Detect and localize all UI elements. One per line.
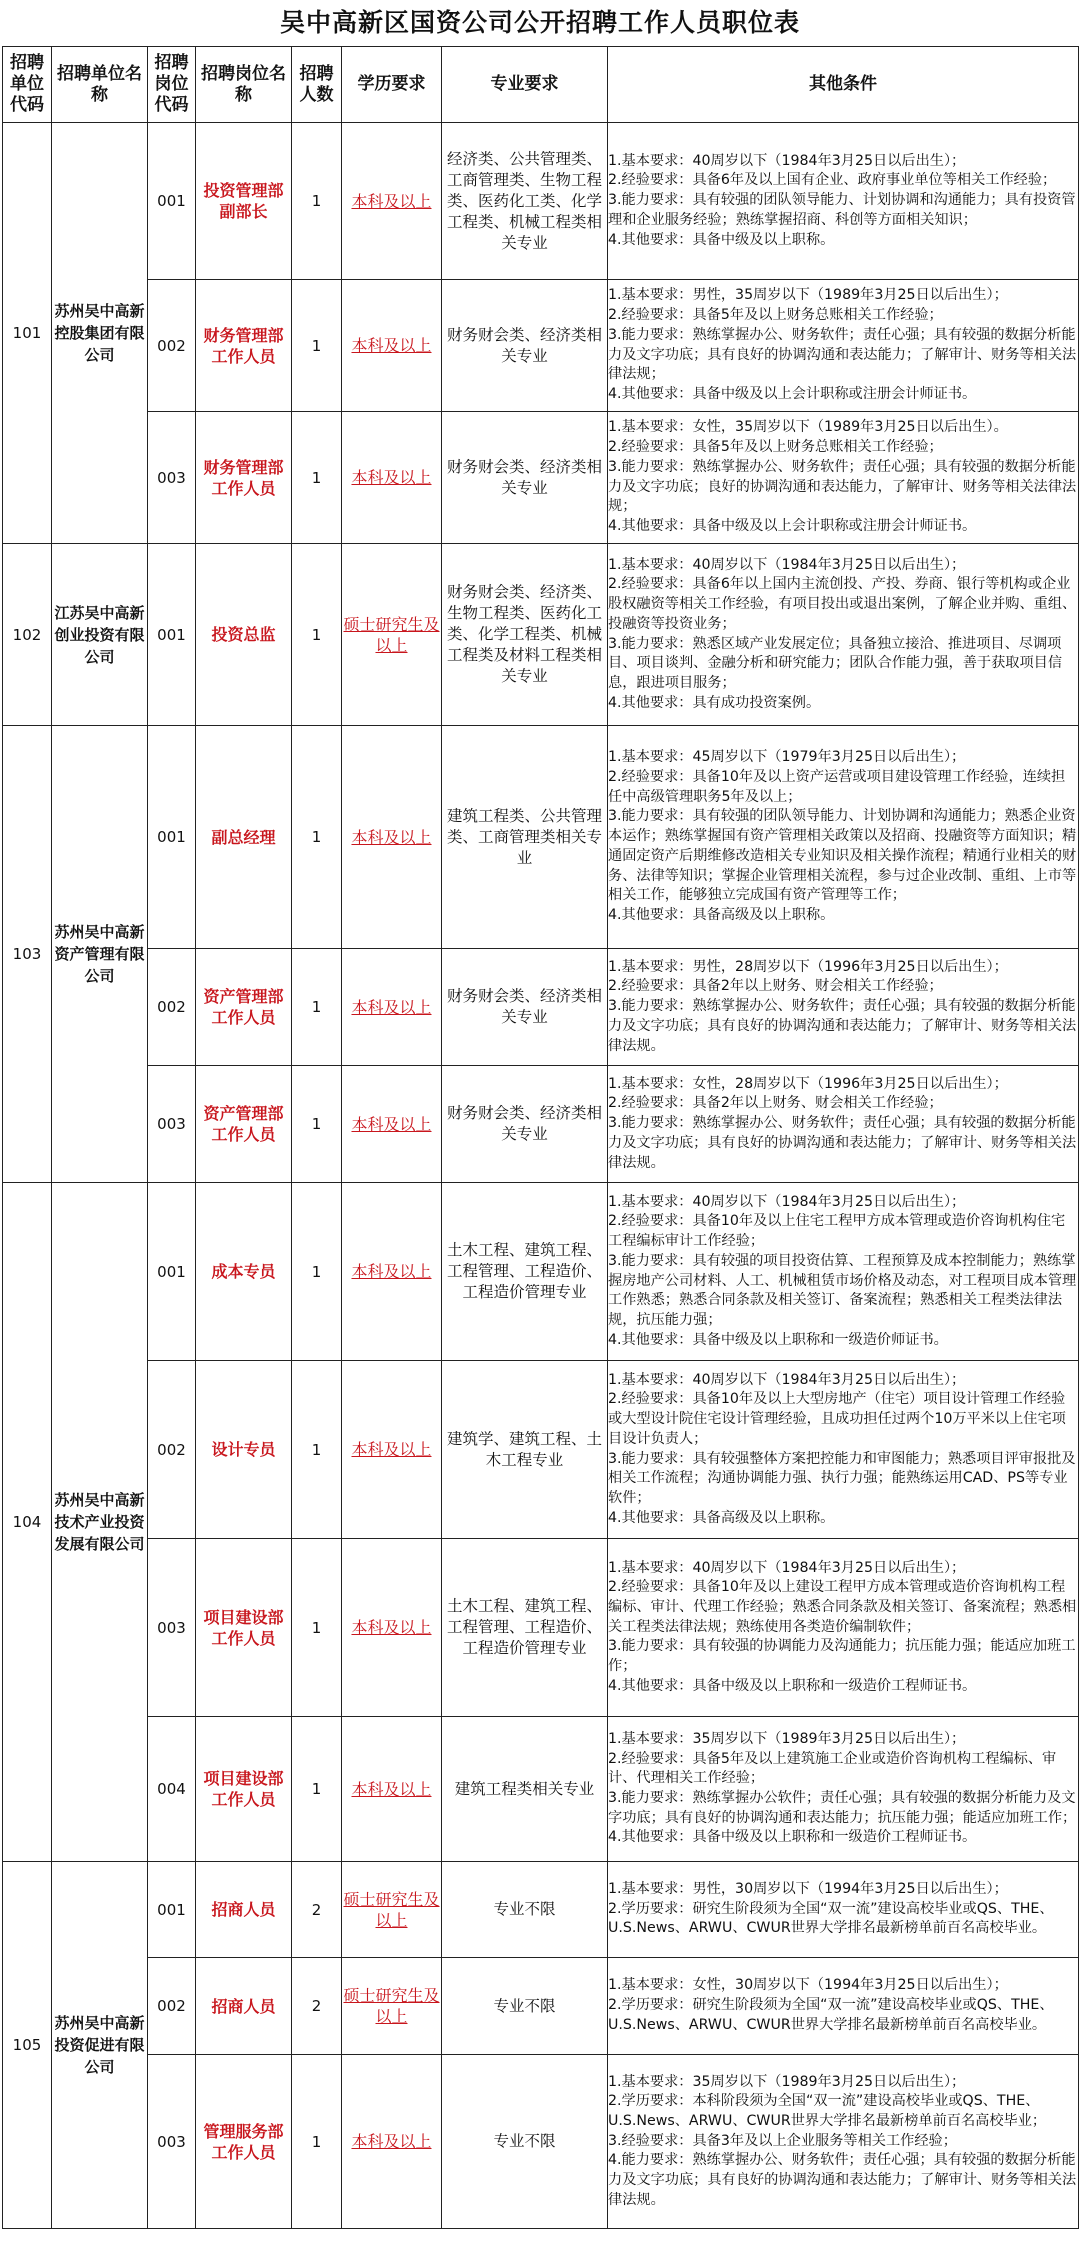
- condition-line: 2.经验要求：具备6年及以上国有企业、政府事业单位等相关工作经验；: [608, 172, 1057, 189]
- condition-line: 4.其他要求：具备中级及以上职称。: [608, 231, 835, 248]
- education-requirement: 硕士研究生及以上: [342, 544, 442, 726]
- position-name: 财务管理部工作人员: [196, 280, 292, 412]
- position-code: 001: [148, 123, 196, 280]
- table-row: [3, 1361, 1079, 1539]
- condition-line: 3.能力要求：熟悉区域产业发展定位；具备独立接洽、推进项目、尽调项目、项目谈判、金融分析和研究能力；团队合作能力强，善于获取项目信息，跟进项目服务；: [608, 635, 1063, 691]
- education-requirement: 本科及以上: [342, 949, 442, 1066]
- major-requirement: 建筑工程类、公共管理类、工商管理类相关专业: [442, 726, 608, 949]
- major-requirement: 专业不限: [442, 2055, 608, 2229]
- position-count: 1: [292, 1183, 342, 1361]
- header-education: 学历要求: [342, 47, 442, 123]
- major-requirement: 财务财会类、经济类相关专业: [442, 412, 608, 544]
- education-requirement: 本科及以上: [342, 280, 442, 412]
- other-conditions: [608, 726, 1079, 949]
- table-row: [3, 280, 1079, 412]
- education-requirement: 本科及以上: [342, 412, 442, 544]
- education-requirement: 本科及以上: [342, 2055, 442, 2229]
- other-conditions: [608, 1717, 1079, 1862]
- position-count: 1: [292, 123, 342, 280]
- condition-line: 3.能力要求：具有较强的团队领导能力、计划协调和沟通能力；具有投资管理和企业服务经验；熟练掌握招商、科创等方面相关知识；: [608, 192, 1076, 228]
- condition-line: 1.基本要求：40周岁以下（1984年3月25日以后出生）；: [608, 1559, 966, 1576]
- other-conditions: [608, 1361, 1079, 1539]
- condition-line: 4.其他要求：具备中级及以上职称和一级造价工程师证书。: [608, 1829, 977, 1846]
- condition-line: 4.其他要求：具备中级及以上职称和一级造价工程师证书。: [608, 1677, 977, 1694]
- position-name: 项目建设部工作人员: [196, 1539, 292, 1717]
- position-count: 1: [292, 1717, 342, 1862]
- position-name: 招商人员: [196, 1862, 292, 1958]
- condition-line: 3.能力要求：熟练掌握办公软件；责任心强；具有较强的数据分析能力及文字功底；具有良好的协调沟通和表达能力；抗压能力强；能适应加班工作；: [608, 1790, 1077, 1826]
- position-name: 资产管理部工作人员: [196, 1066, 292, 1183]
- other-conditions: [608, 1539, 1079, 1717]
- unit-code: 103: [3, 726, 52, 1183]
- position-name: 项目建设部工作人员: [196, 1717, 292, 1862]
- position-code: 003: [148, 1066, 196, 1183]
- condition-line: 4.其他要求：具备中级及以上会计职称或注册会计师证书。: [608, 385, 977, 402]
- position-code: 001: [148, 1183, 196, 1361]
- condition-line: 4.其他要求：具备高级及以上职称。: [608, 906, 835, 923]
- condition-line: 4.其他要求：具有成功投资案例。: [608, 694, 821, 711]
- table-row: [3, 1717, 1079, 1862]
- table-header-row: [3, 47, 1079, 123]
- position-count: 1: [292, 1361, 342, 1539]
- position-count: 1: [292, 1066, 342, 1183]
- condition-line: 1.基本要求：40周岁以下（1984年3月25日以后出生）；: [608, 152, 966, 169]
- other-conditions: [608, 280, 1079, 412]
- other-conditions: [608, 949, 1079, 1066]
- position-count: 2: [292, 1958, 342, 2055]
- condition-line: 2.经验要求：具备6年以上国内主流创投、产投、券商、银行等机构或企业股权融资等相关工作经验，有项目投出或退出案例，了解企业并购、重组、投融资等投资业务；: [608, 576, 1077, 632]
- table-row: [3, 1066, 1079, 1183]
- table-row: [3, 412, 1079, 544]
- condition-line: 1.基本要求：35周岁以下（1989年3月25日以后出生）；: [608, 2073, 966, 2090]
- position-name: 资产管理部工作人员: [196, 949, 292, 1066]
- header-unit-code: 招聘单位代码: [3, 47, 52, 123]
- major-requirement: 财务财会类、经济类相关专业: [442, 1066, 608, 1183]
- other-conditions: [608, 1183, 1079, 1361]
- condition-line: 2.学历要求：研究生阶段须为全国“双一流”建设高校毕业或QS、THE、U.S.News、ARWU、CWUR世界大学排名最新榜单前百名高校毕业。: [608, 1997, 1054, 2033]
- position-count: 1: [292, 1539, 342, 1717]
- condition-line: 3.能力要求：具有较强的团队领导能力、计划协调和沟通能力；熟悉企业资本运作；熟练掌握国有资产管理相关政策以及招商、投融资等方面知识；精通固定资产后期维修改造相关专业知识及相关操作流程；精通行业相关的财务、法律等知识；掌握企业管理相关流程，参与过企业改制、重组、上市等相关工作，能够独立完成国有资产管理等工作；: [608, 808, 1077, 904]
- condition-line: 3.能力要求：熟练掌握办公、财务软件；责任心强；具有较强的数据分析能力及文字功底；具有良好的协调沟通和表达能力；了解审计、财务等相关法律法规；: [608, 326, 1077, 383]
- other-conditions: [608, 2055, 1079, 2229]
- condition-line: 3.经验要求：具备3年及以上企业服务等相关工作经验；: [608, 2132, 957, 2149]
- position-count: 1: [292, 544, 342, 726]
- education-requirement: 本科及以上: [342, 1539, 442, 1717]
- position-count: 2: [292, 1862, 342, 1958]
- position-name: 招商人员: [196, 1958, 292, 2055]
- other-conditions: [608, 123, 1079, 280]
- condition-line: 3.能力要求：熟练掌握办公、财务软件；责任心强；具有较强的数据分析能力及文字功底；具有良好的协调沟通和表达能力；了解审计、财务等相关法律法规。: [608, 998, 1077, 1054]
- unit-code: 101: [3, 123, 52, 544]
- condition-line: 3.能力要求：具有较强整体方案把控能力和审图能力；熟悉项目评审报批及相关工作流程；沟通协调能力强、执行力强；能熟练运用CAD、PS等专业软件；: [608, 1450, 1076, 1506]
- education-requirement: 硕士研究生及以上: [342, 1862, 442, 1958]
- major-requirement: 财务财会类、经济类相关专业: [442, 280, 608, 412]
- major-requirement: 建筑工程类相关专业: [442, 1717, 608, 1862]
- unit-name: 江苏吴中高新创业投资有限公司: [52, 544, 148, 726]
- unit-code: 104: [3, 1183, 52, 1862]
- condition-line: 2.经验要求：具备10年及以上资产运营或项目建设管理工作经验，连续担任中高级管理职务5年及以上；: [608, 769, 1066, 805]
- position-code: 002: [148, 280, 196, 412]
- condition-line: 1.基本要求：男性，28周岁以下（1996年3月25日以后出生）；: [608, 958, 1008, 975]
- condition-line: 4.其他要求：具备高级及以上职称。: [608, 1509, 835, 1526]
- major-requirement: 土木工程、建筑工程、工程管理、工程造价、工程造价管理专业: [442, 1539, 608, 1717]
- position-count: 1: [292, 412, 342, 544]
- condition-line: 2.经验要求：具备2年以上财务、财会相关工作经验；: [608, 1095, 943, 1112]
- position-code: 003: [148, 1539, 196, 1717]
- major-requirement: 专业不限: [442, 1862, 608, 1958]
- condition-line: 1.基本要求：女性，30周岁以下（1994年3月25日以后出生）；: [608, 1977, 1008, 1994]
- position-code: 002: [148, 1958, 196, 2055]
- unit-code: 105: [3, 1862, 52, 2229]
- condition-line: 2.经验要求：具备5年及以上财务总账相关工作经验；: [608, 307, 943, 324]
- table-row: [3, 949, 1079, 1066]
- unit-name: 苏州吴中高新技术产业投资发展有限公司: [52, 1183, 148, 1862]
- position-code: 003: [148, 412, 196, 544]
- header-count: 招聘人数: [292, 47, 342, 123]
- table-row: [3, 544, 1079, 726]
- position-count: 1: [292, 949, 342, 1066]
- condition-line: 2.经验要求：具备5年及以上财务总账相关工作经验；: [608, 439, 943, 456]
- position-code: 004: [148, 1717, 196, 1862]
- major-requirement: 经济类、公共管理类、工商管理类、生物工程类、医药化工类、化学工程类、机械工程类相关专业: [442, 123, 608, 280]
- position-code: 003: [148, 2055, 196, 2229]
- other-conditions: [608, 544, 1079, 726]
- education-requirement: 本科及以上: [342, 1066, 442, 1183]
- condition-line: 4.能力要求：熟练掌握办公、财务软件；责任心强；具有较强的数据分析能力及文字功底；具有良好的协调沟通和表达能力；了解审计、财务等相关法律法规。: [608, 2152, 1077, 2208]
- condition-line: 1.基本要求：45周岁以下（1979年3月25日以后出生）；: [608, 749, 966, 766]
- other-conditions: [608, 412, 1079, 544]
- position-code: 001: [148, 1862, 196, 1958]
- condition-line: 3.能力要求：熟练掌握办公、财务软件；责任心强；具有较强的数据分析能力及文字功底；良好的协调沟通和表达能力，了解审计、财务等相关法律法规；: [608, 458, 1077, 515]
- major-requirement: 专业不限: [442, 1958, 608, 2055]
- unit-name: 苏州吴中高新控股集团有限公司: [52, 123, 148, 544]
- condition-line: 1.基本要求：40周岁以下（1984年3月25日以后出生）；: [608, 1371, 966, 1388]
- table-row: [3, 1862, 1079, 1958]
- education-requirement: 本科及以上: [342, 1717, 442, 1862]
- other-conditions: [608, 1066, 1079, 1183]
- education-requirement: 本科及以上: [342, 726, 442, 949]
- table-row: [3, 1539, 1079, 1717]
- header-position-name: 招聘岗位名称: [196, 47, 292, 123]
- major-requirement: 财务财会类、经济类、生物工程类、医药化工类、化学工程类、机械工程类及材料工程类相关专业: [442, 544, 608, 726]
- condition-line: 3.能力要求：熟练掌握办公、财务软件；责任心强；具有较强的数据分析能力及文字功底；具有良好的协调沟通和表达能力；了解审计、财务等相关法律法规。: [608, 1115, 1077, 1171]
- major-requirement: 土木工程、建筑工程、工程管理、工程造价、工程造价管理专业: [442, 1183, 608, 1361]
- position-name: 管理服务部工作人员: [196, 2055, 292, 2229]
- condition-line: 2.经验要求：具备10年及以上大型房地产（住宅）项目设计管理工作经验或大型设计院住宅设计管理经验，且成功担任过两个10万平米以上住宅项目设计负责人；: [608, 1391, 1066, 1447]
- unit-name: 苏州吴中高新投资促进有限公司: [52, 1862, 148, 2229]
- table-row: [3, 123, 1079, 280]
- condition-line: 1.基本要求：男性，35周岁以下（1989年3月25日以后出生）；: [608, 287, 1008, 304]
- position-code: 002: [148, 1361, 196, 1539]
- table-body: [3, 123, 1079, 2229]
- position-code: 001: [148, 544, 196, 726]
- position-count: 1: [292, 726, 342, 949]
- condition-line: 4.其他要求：具备中级及以上职称和一级造价师证书。: [608, 1331, 948, 1348]
- condition-line: 2.学历要求：研究生阶段须为全国“双一流”建设高校毕业或QS、THE、U.S.News、ARWU、CWUR世界大学排名最新榜单前百名高校毕业。: [608, 1900, 1054, 1937]
- education-requirement: 硕士研究生及以上: [342, 1958, 442, 2055]
- condition-line: 1.基本要求：女性，28周岁以下（1996年3月25日以后出生）；: [608, 1075, 1008, 1092]
- header-unit-name: 招聘单位名称: [52, 47, 148, 123]
- education-requirement: 本科及以上: [342, 1361, 442, 1539]
- condition-line: 1.基本要求：40周岁以下（1984年3月25日以后出生）；: [608, 1193, 966, 1210]
- condition-line: 2.经验要求：具备2年以上财务、财会相关工作经验；: [608, 978, 943, 995]
- condition-line: 3.能力要求：具有较强的协调能力及沟通能力；抗压能力强；能适应加班工作；: [608, 1638, 1076, 1675]
- table-row: [3, 1183, 1079, 1361]
- condition-line: 2.学历要求：本科阶段须为全国“双一流”建设高校毕业或QS、THE、U.S.News、ARWU、CWUR世界大学排名最新榜单前百名高校毕业；: [608, 2093, 1047, 2129]
- condition-line: 1.基本要求：35周岁以下（1989年3月25日以后出生）；: [608, 1730, 966, 1747]
- page-title: 吴中高新区国资公司公开招聘工作人员职位表: [279, 8, 800, 37]
- other-conditions: [608, 1958, 1079, 2055]
- position-name: 设计专员: [196, 1361, 292, 1539]
- condition-line: 1.基本要求：男性，30周岁以下（1994年3月25日以后出生）；: [608, 1880, 1008, 1897]
- condition-line: 1.基本要求：40周岁以下（1984年3月25日以后出生）；: [608, 556, 966, 573]
- condition-line: 2.经验要求：具备5年及以上建筑施工企业或造价咨询机构工程编标、审计、代理相关工作经验；: [608, 1750, 1057, 1787]
- condition-line: 3.能力要求：具有较强的项目投资估算、工程预算及成本控制能力；熟练掌握房地产公司材料、人工、机械租赁市场价格及动态，对工程项目成本管理工作熟悉；熟悉合同条款及相关签订、备案流程；熟悉相关工程类法律法规，抗压能力强；: [608, 1252, 1077, 1328]
- unit-code: 102: [3, 544, 52, 726]
- position-name: 成本专员: [196, 1183, 292, 1361]
- unit-name: 苏州吴中高新资产管理有限公司: [52, 726, 148, 1183]
- condition-line: 1.基本要求：女性，35周岁以下（1989年3月25日以后出生）。: [608, 419, 1008, 436]
- other-conditions: [608, 1862, 1079, 1958]
- position-count: 1: [292, 280, 342, 412]
- major-requirement: 建筑学、建筑工程、土木工程专业: [442, 1361, 608, 1539]
- header-position-code: 招聘岗位代码: [148, 47, 196, 123]
- table-row: [3, 726, 1079, 949]
- position-name: 副总经理: [196, 726, 292, 949]
- table-row: [3, 1958, 1079, 2055]
- major-requirement: 财务财会类、经济类相关专业: [442, 949, 608, 1066]
- position-count: 1: [292, 2055, 342, 2229]
- condition-line: 2.经验要求：具备10年及以上建设工程甲方成本管理或造价咨询机构工程编标、审计、代理工作经验；熟悉合同条款及相关签订、备案流程；熟悉相关工程类法律法规；熟练使用各类造价编制软件；: [608, 1579, 1077, 1635]
- table-row: [3, 2055, 1079, 2229]
- header-major: 专业要求: [442, 47, 608, 123]
- header-conditions: 其他条件: [608, 47, 1079, 123]
- position-code: 002: [148, 949, 196, 1066]
- position-name: 投资总监: [196, 544, 292, 726]
- education-requirement: 本科及以上: [342, 123, 442, 280]
- education-requirement: 本科及以上: [342, 1183, 442, 1361]
- condition-line: 2.经验要求：具备10年及以上住宅工程甲方成本管理或造价咨询机构住宅工程编标审计工作经验；: [608, 1213, 1066, 1250]
- recruitment-table: [2, 46, 1079, 2229]
- position-name: 财务管理部工作人员: [196, 412, 292, 544]
- condition-line: 4.其他要求：具备中级及以上会计职称或注册会计师证书。: [608, 517, 977, 534]
- position-code: 001: [148, 726, 196, 949]
- position-name: 投资管理部副部长: [196, 123, 292, 280]
